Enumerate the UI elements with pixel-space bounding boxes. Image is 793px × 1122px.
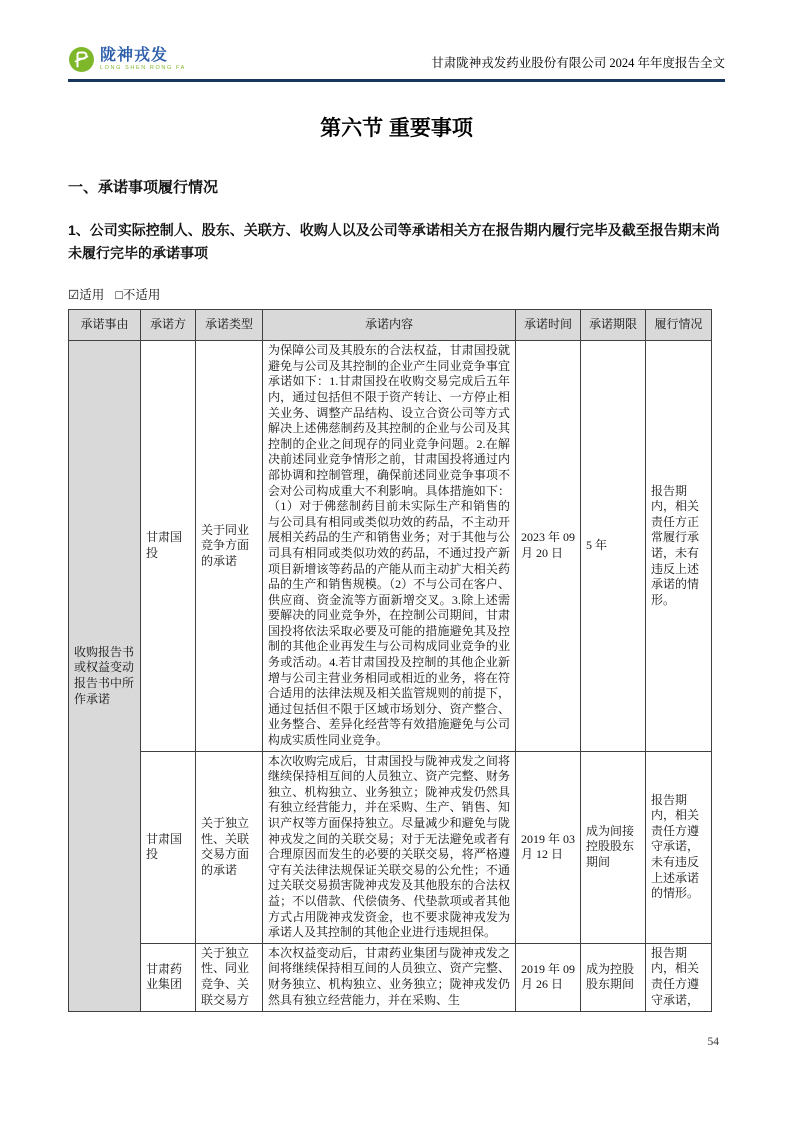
logo-name-en: LONG SHEN RONG FA <box>100 64 186 71</box>
column-header-period: 承诺期限 <box>581 310 646 341</box>
table-header-row <box>69 310 712 341</box>
column-header-type: 承诺类型 <box>196 310 263 341</box>
commitment-period-cell: 成为间接控股股东期间 <box>581 751 646 943</box>
logo-emblem-icon <box>68 46 95 73</box>
commitment-type-cell: 关于独立性、关联交易方面的承诺 <box>196 751 263 943</box>
commitment-content-cell: 本次权益变动后，甘肃药业集团与陇神戎发之间将继续保持相互间的人员独立、资产完整、财务独立、机构独立、业务独立；陇神戎发仍然具有独立经营能力，并在采购、生 <box>263 943 516 1011</box>
commitment-period-cell: 5 年 <box>581 341 646 751</box>
commitment-content-cell: 为保障公司及其股东的合法权益，甘肃国投就避免与公司及其控制的企业产生同业竞争事宜承诺如下：1.甘肃国投在收购交易完成后五年内，通过包括但不限于资产转让、一方停止相关业务、调整产品结构、设立合资公司等方式解决上述佛慈制药及其控制的企业与公司及其控制的企业之间现存的同业竞争问题。2.在解决前述同业竞争情形之前，甘肃国投将通过内部协调和控制管理，确保前述同业竞争事项不会对公司构成重大不利影响。具体措施如下：（1）对于佛慈制药目前未实际生产和销售的与公司具有相同或类似功效的药品，不主动开展相关药品的生产和销售业务；对于其他与公司具有相同或类似功效的药品，不通过投产新项目新增该等药品的产能从而主动扩大相关药品的生产和销售规模。（2）不与公司在客户、供应商、资金流等方面新增交叉。3.除上述需要解决的同业竞争外，在控制公司期间，甘肃国投将依法采取必要及可能的措施避免其及控制的其他企业再发生与公司构成同业竞争的业务或活动。4.若甘肃国投及控制的其他企业新增与公司主营业务相同或相近的业务，将在符合适用的法律法规及相关监管规则的前提下，通过包括但不限于区域市场划分、资产整合、业务整合、差异化经营等有效措施避免与公司构成实质性同业竞争。 <box>263 341 516 751</box>
commitments-table <box>68 309 712 1012</box>
subsection-heading: 1、公司实际控制人、股东、关联方、收购人以及公司等承诺相关方在报告期内履行完毕及截至报告期末尚未履行完毕的承诺事项 <box>68 222 720 262</box>
logo-name-cn: 陇神戎发 <box>100 46 169 64</box>
column-header-content: 承诺内容 <box>263 310 516 341</box>
column-header-cause: 承诺事由 <box>69 310 141 341</box>
page-header <box>68 46 725 73</box>
fulfillment-status-cell: 报告期内，相关责任方遵守承诺， <box>646 943 712 1011</box>
commitment-period-cell: 成为控股股东期间 <box>581 943 646 1011</box>
party-cell: 甘肃国投 <box>141 341 196 751</box>
column-header-time: 承诺时间 <box>516 310 581 341</box>
fulfillment-status-cell: 报告期内，相关责任方正常履行承诺，未有违反上述承诺的情形。 <box>646 341 712 751</box>
column-header-status: 履行情况 <box>646 310 712 341</box>
table-row <box>69 751 712 943</box>
commitment-type-cell: 关于同业竞争方面的承诺 <box>196 341 263 751</box>
page-title: 第六节 重要事项 <box>320 117 473 140</box>
commitment-time-cell: 2019 年 09 月 26 日 <box>516 943 581 1011</box>
commitment-time-cell: 2023 年 09 月 20 日 <box>516 341 581 751</box>
commitment-cause-cell: 收购报告书或权益变动报告书中所作承诺 <box>69 341 141 1012</box>
applicability-row <box>68 285 725 303</box>
commitment-content-cell: 本次收购完成后，甘肃国投与陇神戎发之间将继续保持相互间的人员独立、资产完整、财务独立、机构独立、业务独立；陇神戎发仍然具有独立经营能力，并在采购、生产、销售、知识产权等方面保持独立。尽量减少和避免与陇神戎发之间的关联交易；对于无法避免或者有合理原因而发生的必要的关联交易，将严格遵守有关法律法规保证关联交易的公允性；不通过关联交易损害陇神戎发及其他股东的合法权益；不以借款、代偿债务、代垫款项或者其他方式占用陇神戎发资金，也不要求陇神戎发为承诺人及其控制的其他企业进行违规担保。 <box>263 751 516 943</box>
page-number: 54 <box>707 1036 719 1048</box>
company-logo <box>68 46 186 73</box>
logo-wordmark <box>100 48 186 72</box>
table-row-truncated <box>69 943 712 1011</box>
party-cell: 甘肃国投 <box>141 751 196 943</box>
party-cell: 甘肃药业集团 <box>141 943 196 1011</box>
header-divider <box>68 79 725 82</box>
column-header-party: 承诺方 <box>141 310 196 341</box>
table-row <box>69 341 712 751</box>
header-report-title: 甘肃陇神戎发药业股份有限公司 2024 年年度报告全文 <box>431 56 725 70</box>
commitment-type-cell: 关于独立性、同业竞争、关联交易方 <box>196 943 263 1011</box>
section-heading: 一、承诺事项履行情况 <box>68 179 219 196</box>
applicable-checkbox: ☑适用 <box>68 288 105 303</box>
fulfillment-status-cell: 报告期内，相关责任方遵守承诺，未有违反上述承诺的情形。 <box>646 751 712 943</box>
commitment-time-cell: 2019 年 03 月 12 日 <box>516 751 581 943</box>
not-applicable-checkbox: □不适用 <box>115 288 161 303</box>
